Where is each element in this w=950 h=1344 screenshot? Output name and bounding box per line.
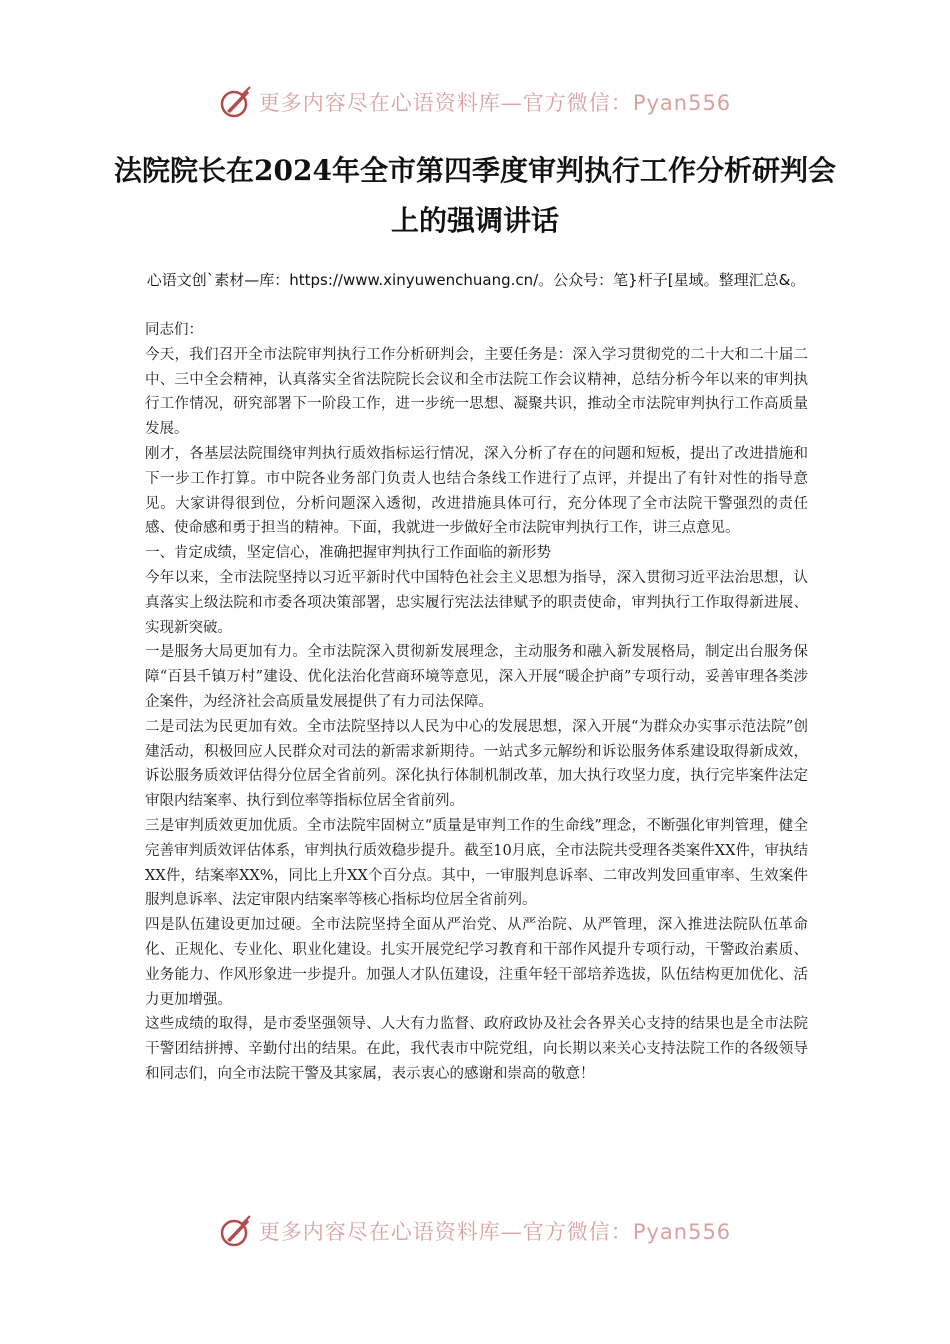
header-banner [0,82,950,122]
quill-logo-icon [219,1214,253,1248]
banner-slogan: 更多内容尽在心语资料库—官方微信： [258,91,633,115]
paragraph: 一是服务大局更加有力。全市法院深入贯彻新发展理念，主动服务和融入新发展格局，制定出台服务保障“百县千镇万村”建设、优化法治化营商环境等意见，深入开展“暖企护商”专项行动，妥善审理各类涉企案件，为经济社会高质量发展提供了有力司法保障。 [145,644,808,710]
paragraph: 三是审判质效更加优质。全市法院牢固树立“质量是审判工作的生命线”理念，不断强化审判管理，健全完善审判质效评估体系，审判执行质效稳步提升。截至10月底，全市法院共受理各类案件XX件，审执结XX件，结案率XX%，同比上升XX个百分点。其中，一审服判息诉率、二审改判发回重审率、生效案件服判息诉率、法定审限内结案率等核心指标均位居全省前列。 [145,817,808,909]
banner-wechat-id: Pyan556 [632,91,732,115]
paragraph: 这些成绩的取得，是市委坚强领导、人大有力监督、政府政协及社会各界关心支持的结果也是全市法院干警团结拼搏、辛勤付出的结果。在此，我代表市中院党组，向长期以来关心支持法院工作的各级领导和同志们，向全市法院干警及其家属，表示衷心的感谢和崇高的敬意！ [145,1016,808,1082]
document-title: 法院院长在2024年全市第四季度审判执行工作分析研判会上的强调讲话 [114,154,836,237]
paragraph: 今年以来，全市法院坚持以习近平新时代中国特色社会主义思想为指导，深入贯彻习近平法治思想，认真落实上级法院和市委各项决策部署，忠实履行宪法法律赋予的职责使命，审判执行工作取得新进展、实现新突破。 [145,569,808,636]
paragraph: 同志们： [145,322,203,338]
paragraph: 今天，我们召开全市法院审判执行工作分析研判会，主要任务是：深入学习贯彻党的二十大和二十届二中、三中全会精神，认真落实全省法院院长会议和全市法院工作会议精神，总结分析今年以来的审判执行工作情况，研究部署下一阶段工作，进一步统一思想、凝聚共识，推动全市法院审判执行工作高质量发展。 [145,346,808,438]
banner-wechat-id: Pyan556 [632,1220,732,1244]
footer-banner [0,1211,950,1251]
source-line: 心语文创`素材—库：https://www.xinyuwenchuang.cn/。公众号：笔}杆子[星域。整理汇总&。 [146,271,806,289]
document-body [145,318,808,1087]
paragraph: 二是司法为民更加有效。全市法院坚持以人民为中心的发展思想，深入开展“为群众办实事示范法院”创建活动，积极回应人民群众对司法的新需求新期待。一站式多元解纷和诉讼服务体系建设取得新成效，诉讼服务质效评估得分位居全省前列。深化执行体制机制改革，加大执行攻坚力度，执行完毕案件法定审限内结案率、执行到位率等指标位居全省前列。 [145,718,808,810]
banner-text [259,1216,731,1246]
quill-logo-icon [219,85,253,119]
paragraph: 刚才，各基层法院围绕审判执行质效指标运行情况，深入分析了存在的问题和短板，提出了改进措施和下一步工作打算。市中院各业务部门负责人也结合条线工作进行了点评，并提出了有针对性的指导意见。大家讲得很到位，分析问题深入透彻，改进措施具体可行，充分体现了全市法院干警强烈的责任感、使命感和勇于担当的精神。下面，我就进一步做好全市法院审判执行工作，讲三点意见。 [145,445,808,537]
banner-slogan: 更多内容尽在心语资料库—官方微信： [258,1220,633,1244]
section-heading: 一、肯定成绩，坚定信心，准确把握审判执行工作面临的新形势 [145,545,551,562]
banner-text [259,87,731,117]
paragraph: 四是队伍建设更加过硬。全市法院坚持全面从严治党、从严治院、从严管理，深入推进法院队伍革命化、正规化、专业化、职业化建设。扎实开展党纪学习教育和干部作风提升专项行动，干警政治素质、业务能力、作风形象进一步提升。加强人才队伍建设，注重年轻干部培养选拔，队伍结构更加优化、活力更加增强。 [145,917,808,1008]
